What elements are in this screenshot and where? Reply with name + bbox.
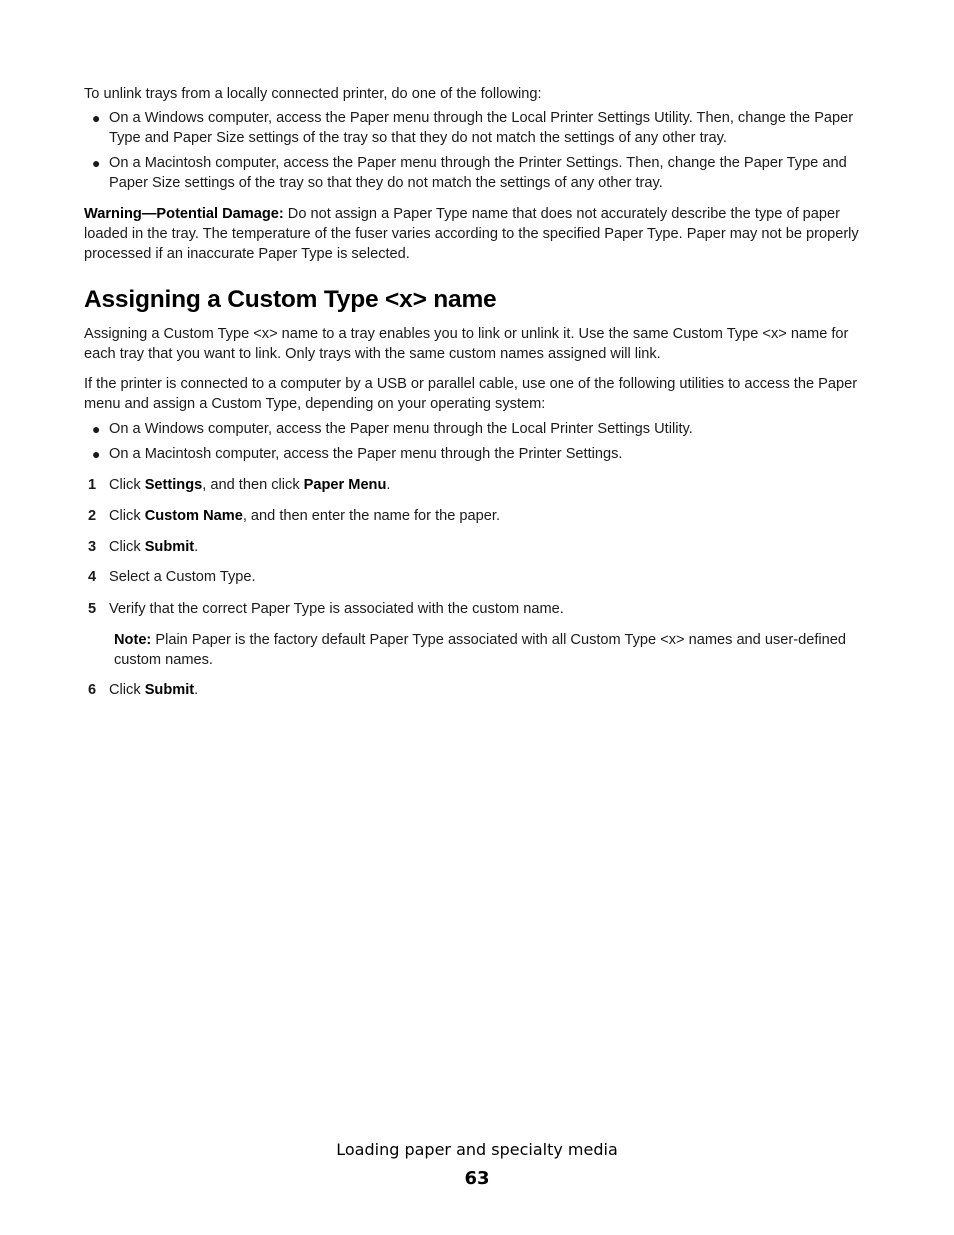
step-text: .	[194, 539, 199, 555]
step-text: Click	[109, 477, 145, 493]
note-body: Plain Paper is the factory default Paper Type associated with all Custom Type <x> names and user-defined custom names.	[114, 632, 846, 668]
unlink-bullet-windows: On a Windows computer, access the Paper menu through the Local Printer Settings Utility. Then, change the Paper Type and Paper Size settings of the tray so that they do not match the settings of any other tray.	[109, 110, 854, 146]
step-text: Verify that the correct Paper Type is associated with the custom name.	[109, 601, 564, 617]
assign-paragraph-2: If the printer is connected to a computer by a USB or parallel cable, use one of the following utilities to access the Paper menu and assign a Custom Type, depending on your operating system:	[84, 376, 858, 412]
submit-label: Submit	[144, 682, 195, 698]
warning-text	[84, 204, 874, 264]
assign-bullet-windows: On a Windows computer, access the Paper menu through the Local Printer Settings Utility.	[109, 421, 693, 437]
assign-paragraph-1: Assigning a Custom Type <x> name to a tray enables you to link or unlink it. Use the same Custom Type <x> name for each tray that you want to link. Only trays with the same custom names assigned will link.	[84, 326, 849, 362]
step-text: .	[194, 682, 199, 698]
warning-label: Warning—Potential Damage:	[84, 206, 284, 222]
bullet-icon: ●	[92, 155, 101, 171]
step-text: Click	[109, 508, 145, 524]
step-number: 6	[88, 682, 97, 698]
page-number: 63	[464, 1168, 490, 1189]
step-text: , and then click	[202, 477, 304, 493]
note-text	[114, 630, 874, 670]
bullet-icon: ●	[92, 110, 101, 126]
warning-body: Do not assign a Paper Type name that does not accurately describe the type of paper loaded in the tray. The temperature of the fuser varies according to the specified Paper Type. Paper may not be properly processed if an inaccurate Paper Type is selected.	[84, 206, 859, 262]
paper-menu-label: Paper Menu	[303, 477, 387, 493]
bullet-icon: ●	[92, 421, 101, 437]
assign-bullet-macintosh: On a Macintosh computer, access the Paper menu through the Printer Settings.	[109, 446, 623, 462]
step-number: 3	[88, 539, 97, 555]
step-text: Select a Custom Type.	[109, 569, 256, 585]
step-text: , and then enter the name for the paper.	[242, 508, 501, 524]
footer-section-title: Loading paper and specialty media	[336, 1140, 618, 1159]
step-text: Click	[109, 539, 145, 555]
step-text: Click	[109, 682, 145, 698]
submit-label: Submit	[144, 539, 195, 555]
step-text: .	[386, 477, 391, 493]
step-number: 1	[88, 477, 97, 493]
step-number: 2	[88, 508, 97, 524]
step-number: 4	[88, 569, 97, 585]
step-number: 5	[88, 601, 97, 617]
section-heading: Assigning a Custom Type <x> name	[84, 286, 497, 313]
unlink-bullet-macintosh: On a Macintosh computer, access the Paper menu through the Printer Settings. Then, change the Paper Type and Paper Size settings of the tray so that they do not match the settings of any other tray.	[109, 155, 847, 191]
intro-text: To unlink trays from a locally connected printer, do one of the following:	[84, 86, 542, 102]
note-label: Note:	[114, 632, 152, 648]
settings-menu-label: Settings	[144, 477, 203, 493]
bullet-icon: ●	[92, 446, 101, 462]
custom-name-label: Custom Name	[144, 508, 243, 524]
